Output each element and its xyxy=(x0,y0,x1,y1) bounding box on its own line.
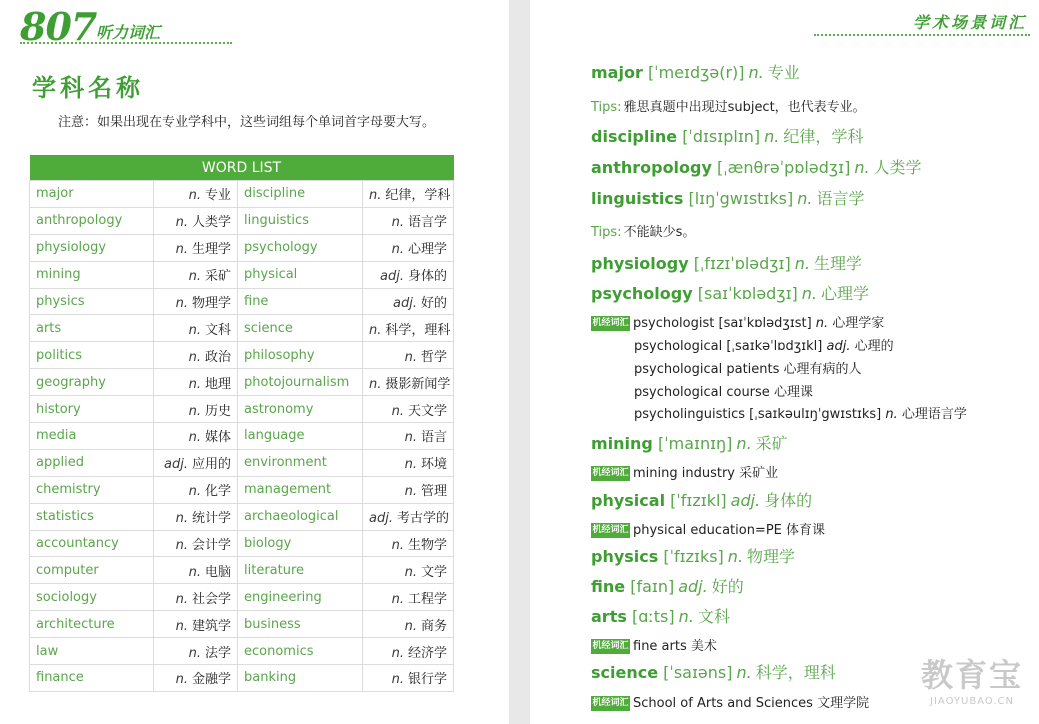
definition-cell xyxy=(363,207,454,234)
jijing-badge-icon: 机经词汇 xyxy=(591,466,630,481)
word-cell: finance xyxy=(30,665,154,692)
part-of-speech: n. xyxy=(188,322,201,338)
definition-cell xyxy=(154,665,238,692)
table-row xyxy=(30,369,454,396)
part-of-speech: n. xyxy=(175,296,188,311)
psychology-ext-4 xyxy=(634,406,967,423)
entry-pos: n. xyxy=(736,434,752,453)
word-cell: philosophy xyxy=(238,342,363,369)
table-row xyxy=(30,611,454,638)
ext-word: psychological xyxy=(634,339,723,354)
ext-pos: n. xyxy=(815,316,829,331)
part-of-speech: n. xyxy=(391,215,404,231)
word-cell: physiology xyxy=(30,234,154,261)
word-cell: environment xyxy=(238,449,363,476)
ext-pos: adj. xyxy=(826,339,851,354)
ext-ipa: [ˌsaɪkəˈlɒdʒɪkl] xyxy=(726,339,823,354)
part-of-speech: n. xyxy=(391,645,404,661)
arts-ext xyxy=(591,638,717,655)
word-cell: economics xyxy=(238,638,363,665)
entry-pos: n. xyxy=(727,547,744,566)
part-of-speech: n. xyxy=(391,538,404,554)
meaning: 物理学 xyxy=(191,296,231,311)
header-divider xyxy=(20,42,232,44)
table-row xyxy=(30,665,454,692)
entry-anthropology xyxy=(591,155,922,178)
part-of-speech: n. xyxy=(188,564,201,580)
entry-ipa: [ˈmaɪnɪŋ] xyxy=(657,434,733,453)
entry-major xyxy=(591,60,800,83)
ext-text: fine arts 美术 xyxy=(633,639,717,654)
part-of-speech: n. xyxy=(391,591,404,607)
part-of-speech: n. xyxy=(188,430,201,446)
section-title: 学科名称 xyxy=(32,74,144,102)
tips-label: Tips: xyxy=(591,100,622,115)
part-of-speech: n. xyxy=(188,403,201,419)
entry-pos: adj. xyxy=(730,491,761,510)
meaning: 生物学 xyxy=(407,538,447,554)
part-of-speech: adj. xyxy=(369,511,393,527)
definition-cell xyxy=(363,638,454,665)
ext-ipa: [saɪˈkɒlədʒɪst] xyxy=(718,316,812,331)
meaning: 好的 xyxy=(420,296,447,311)
word-cell: literature xyxy=(238,557,363,584)
word-cell: archaeological xyxy=(238,503,363,530)
part-of-speech: n. xyxy=(404,457,417,473)
entry-pos: n. xyxy=(748,63,764,82)
entry-ipa: [ˌænθrəˈpɒlədʒɪ] xyxy=(717,158,851,177)
part-of-speech: n. xyxy=(175,538,188,554)
meaning: 政治 xyxy=(204,349,231,365)
entry-word: physical xyxy=(591,491,666,510)
part-of-speech: n. xyxy=(175,672,188,688)
entry-discipline xyxy=(591,124,863,147)
part-of-speech: adj. xyxy=(393,296,417,311)
meaning: 人类学 xyxy=(191,215,231,231)
table-row xyxy=(30,288,454,315)
word-cell: physical xyxy=(238,261,363,288)
part-of-speech: n. xyxy=(175,215,188,231)
entry-ipa: [saɪˈkɒlədʒɪ] xyxy=(697,284,798,303)
meaning: 语言 xyxy=(420,430,447,446)
word-cell: physics xyxy=(30,288,154,315)
entry-word: physiology xyxy=(591,254,689,273)
definition-cell xyxy=(154,557,238,584)
entry-word: linguistics xyxy=(591,189,684,208)
definition-cell xyxy=(154,584,238,611)
definition-cell xyxy=(363,611,454,638)
meaning: 专业 xyxy=(204,188,231,204)
ext-ipa: [ˌsaɪkəulɪŋˈgwɪstɪks] xyxy=(749,407,882,422)
entry-word: psychology xyxy=(591,284,693,303)
definition-cell xyxy=(363,342,454,369)
definition-cell xyxy=(363,584,454,611)
ext-word: psycholinguistics xyxy=(634,407,746,422)
page-header-title: 学术场景词汇 xyxy=(912,13,1027,32)
entry-linguistics xyxy=(591,186,864,209)
part-of-speech: n. xyxy=(175,242,188,258)
definition-cell xyxy=(154,503,238,530)
definition-cell xyxy=(154,611,238,638)
tips-label: Tips: xyxy=(591,225,622,240)
meaning: 银行学 xyxy=(407,672,447,688)
jijing-badge-icon: 机经词汇 xyxy=(591,316,630,331)
word-cell: accountancy xyxy=(30,530,154,557)
word-list-title: WORD LIST xyxy=(30,155,454,181)
entry-ipa: [ˈfɪzɪks] xyxy=(663,547,724,566)
word-cell: banking xyxy=(238,665,363,692)
part-of-speech: n. xyxy=(369,188,382,204)
word-cell: discipline xyxy=(238,181,363,208)
word-cell: mining xyxy=(30,261,154,288)
tips-linguistics xyxy=(591,221,695,240)
psychology-ext-2 xyxy=(634,361,862,378)
table-row xyxy=(30,638,454,665)
entry-meaning: 采矿 xyxy=(755,434,788,453)
definition-cell xyxy=(154,315,238,342)
meaning: 金融学 xyxy=(191,672,231,688)
word-cell: history xyxy=(30,396,154,423)
header-divider xyxy=(814,34,1030,36)
meaning: 社会学 xyxy=(191,591,231,607)
entry-meaning: 语言学 xyxy=(816,189,865,208)
part-of-speech: n. xyxy=(188,376,201,392)
definition-cell xyxy=(154,288,238,315)
meaning: 身体的 xyxy=(407,269,447,285)
meaning: 采矿 xyxy=(204,269,231,285)
word-cell: fine xyxy=(238,288,363,315)
word-cell: geography xyxy=(30,369,154,396)
entry-ipa: [ˈfɪzɪkl] xyxy=(670,491,727,510)
tips-subject xyxy=(591,96,866,115)
entry-ipa: [lɪŋˈgwɪstɪks] xyxy=(688,189,794,208)
table-row xyxy=(30,423,454,450)
word-cell: major xyxy=(30,181,154,208)
meaning: 历史 xyxy=(204,403,231,419)
entry-ipa: [ˈmeɪdʒə(r)] xyxy=(647,63,745,82)
ext-meaning: 心理学家 xyxy=(832,316,885,331)
entry-meaning: 专业 xyxy=(767,63,800,82)
entry-meaning: 身体的 xyxy=(764,491,813,510)
meaning: 管理 xyxy=(420,484,447,500)
part-of-speech: n. xyxy=(391,403,404,419)
entry-word: anthropology xyxy=(591,158,712,177)
entry-pos: n. xyxy=(797,189,813,208)
jijing-badge-icon: 机经词汇 xyxy=(591,523,630,538)
table-row xyxy=(30,584,454,611)
tips-text: 不能缺少s。 xyxy=(623,225,696,240)
meaning: 纪律，学科 xyxy=(385,188,451,204)
definition-cell xyxy=(363,396,454,423)
meaning: 会计学 xyxy=(191,538,231,554)
table-row xyxy=(30,315,454,342)
left-page xyxy=(0,0,509,724)
meaning: 哲学 xyxy=(420,349,447,365)
part-of-speech: n. xyxy=(188,269,201,285)
part-of-speech: n. xyxy=(404,349,417,365)
meaning: 环境 xyxy=(420,457,447,473)
entry-meaning: 人类学 xyxy=(873,158,922,177)
part-of-speech: n. xyxy=(391,672,404,688)
word-cell: statistics xyxy=(30,503,154,530)
part-of-speech: n. xyxy=(391,242,404,258)
definition-cell xyxy=(154,449,238,476)
ext-meaning: 心理有病的人 xyxy=(783,362,862,377)
table-row xyxy=(30,181,454,208)
page-header-subtitle: 听力词汇 xyxy=(96,23,161,42)
word-cell: law xyxy=(30,638,154,665)
part-of-speech: n. xyxy=(175,591,188,607)
meaning: 文科 xyxy=(204,322,231,338)
word-cell: science xyxy=(238,315,363,342)
right-page xyxy=(530,0,1039,724)
definition-cell xyxy=(154,207,238,234)
entry-meaning: 生理学 xyxy=(813,254,862,273)
definition-cell xyxy=(154,342,238,369)
entry-meaning: 纪律，学科 xyxy=(783,127,864,146)
meaning: 统计学 xyxy=(191,511,231,527)
definition-cell xyxy=(154,396,238,423)
ext-text: physical education=PE 体育课 xyxy=(633,523,826,538)
entry-ipa: [ˌfɪzɪˈɒlədʒɪ] xyxy=(693,254,791,273)
meaning: 摄影新闻学 xyxy=(385,376,451,392)
definition-cell xyxy=(363,557,454,584)
meaning: 媒体 xyxy=(204,430,231,446)
part-of-speech: n. xyxy=(188,645,201,661)
meaning: 地理 xyxy=(204,376,231,392)
meaning: 建筑学 xyxy=(191,618,231,634)
ext-word: psychological patients xyxy=(634,362,780,377)
table-row xyxy=(30,476,454,503)
entry-meaning: 物理学 xyxy=(747,547,796,566)
entry-pos: n. xyxy=(678,607,694,626)
psychology-ext-1 xyxy=(634,338,894,355)
table-row xyxy=(30,396,454,423)
meaning: 工程学 xyxy=(407,591,447,607)
physical-ext xyxy=(591,522,825,539)
word-cell: chemistry xyxy=(30,476,154,503)
word-cell: architecture xyxy=(30,611,154,638)
entry-word: physics xyxy=(591,547,659,566)
watermark-site: JIAOYUBAO.CN xyxy=(930,696,1014,707)
table-row xyxy=(30,234,454,261)
entry-fine xyxy=(591,574,744,597)
part-of-speech: n. xyxy=(404,564,417,580)
meaning: 商务 xyxy=(420,618,447,634)
tips-text: 雅思真题中出现过subject，也代表专业。 xyxy=(623,100,866,115)
table-row xyxy=(30,503,454,530)
mining-ext xyxy=(591,465,778,482)
entry-meaning: 科学，理科 xyxy=(755,663,836,682)
part-of-speech: n. xyxy=(188,484,201,500)
meaning: 语言学 xyxy=(407,215,447,231)
entry-science xyxy=(591,660,836,683)
word-cell: language xyxy=(238,423,363,450)
entry-word: discipline xyxy=(591,127,678,146)
entry-word: arts xyxy=(591,607,627,626)
definition-cell xyxy=(363,369,454,396)
jijing-badge-icon: 机经词汇 xyxy=(591,696,630,711)
definition-cell xyxy=(154,530,238,557)
definition-cell xyxy=(154,234,238,261)
definition-cell xyxy=(363,665,454,692)
entry-physiology xyxy=(591,251,862,274)
psychology-ext-3 xyxy=(634,384,813,401)
word-cell: photojournalism xyxy=(238,369,363,396)
word-cell: management xyxy=(238,476,363,503)
ext-meaning: 心理语言学 xyxy=(901,407,967,422)
meaning: 应用的 xyxy=(191,457,231,473)
part-of-speech: n. xyxy=(188,188,201,204)
definition-cell xyxy=(154,423,238,450)
psychology-ext-0 xyxy=(591,315,884,332)
ext-pos: n. xyxy=(885,407,898,422)
definition-cell xyxy=(363,288,454,315)
word-cell: applied xyxy=(30,449,154,476)
ext-text: mining industry 采矿业 xyxy=(633,466,779,481)
jijing-badge-icon: 机经词汇 xyxy=(591,639,630,654)
part-of-speech: adj. xyxy=(164,457,188,473)
entry-ipa: [faɪn] xyxy=(630,577,675,596)
entry-pos: n. xyxy=(854,158,870,177)
part-of-speech: n. xyxy=(175,511,188,527)
definition-cell xyxy=(154,181,238,208)
entry-physics xyxy=(591,544,795,567)
note-text: 注意：如果出现在专业学科中，这些词组每个单词首字母要大写。 xyxy=(58,115,436,130)
entry-pos: n. xyxy=(801,284,817,303)
entry-meaning: 好的 xyxy=(711,577,744,596)
definition-cell xyxy=(154,261,238,288)
entry-word: fine xyxy=(591,577,626,596)
meaning: 法学 xyxy=(204,645,231,661)
part-of-speech: adj. xyxy=(380,269,404,285)
table-row xyxy=(30,207,454,234)
entry-pos: n. xyxy=(764,127,780,146)
definition-cell xyxy=(363,530,454,557)
word-cell: computer xyxy=(30,557,154,584)
part-of-speech: n. xyxy=(369,376,382,392)
word-cell: anthropology xyxy=(30,207,154,234)
definition-cell xyxy=(363,315,454,342)
meaning: 心理学 xyxy=(407,242,447,258)
science-ext xyxy=(591,695,869,712)
definition-cell xyxy=(363,423,454,450)
table-row xyxy=(30,449,454,476)
definition-cell xyxy=(363,261,454,288)
page-header-number: 807 xyxy=(20,4,97,49)
word-cell: engineering xyxy=(238,584,363,611)
entry-ipa: [ɑːts] xyxy=(631,607,675,626)
table-row xyxy=(30,530,454,557)
entry-pos: adj. xyxy=(678,577,708,596)
entry-physical xyxy=(591,488,812,511)
word-cell: biology xyxy=(238,530,363,557)
part-of-speech: n. xyxy=(188,349,201,365)
part-of-speech: n. xyxy=(404,618,417,634)
ext-meaning: 心理的 xyxy=(854,339,894,354)
ext-word: psychologist xyxy=(633,316,715,331)
entry-pos: n. xyxy=(794,254,810,273)
meaning: 文学 xyxy=(420,564,447,580)
entry-word: major xyxy=(591,63,643,82)
word-cell: psychology xyxy=(238,234,363,261)
part-of-speech: n. xyxy=(175,618,188,634)
part-of-speech: n. xyxy=(404,484,417,500)
word-cell: politics xyxy=(30,342,154,369)
meaning: 科学，理科 xyxy=(385,322,451,338)
entry-psychology xyxy=(591,281,869,304)
definition-cell xyxy=(363,234,454,261)
word-cell: business xyxy=(238,611,363,638)
meaning: 生理学 xyxy=(191,242,231,258)
watermark-logo xyxy=(921,650,1023,707)
meaning: 天文学 xyxy=(407,403,447,419)
word-cell: sociology xyxy=(30,584,154,611)
definition-cell xyxy=(154,369,238,396)
table-row xyxy=(30,342,454,369)
table-row xyxy=(30,261,454,288)
watermark-logo-text: 教育宝 xyxy=(920,656,1023,694)
word-cell: arts xyxy=(30,315,154,342)
meaning: 化学 xyxy=(204,484,231,500)
definition-cell xyxy=(363,449,454,476)
meaning: 经济学 xyxy=(407,645,447,661)
definition-cell xyxy=(154,476,238,503)
ext-word: psychological course xyxy=(634,385,770,400)
definition-cell xyxy=(363,181,454,208)
entry-ipa: [ˈsaɪəns] xyxy=(663,663,733,682)
meaning: 考古学的 xyxy=(396,511,449,527)
entry-pos: n. xyxy=(736,663,752,682)
entry-word: science xyxy=(591,663,659,682)
entry-meaning: 文科 xyxy=(697,607,730,626)
entry-ipa: [ˈdɪsɪplɪn] xyxy=(682,127,761,146)
definition-cell xyxy=(363,503,454,530)
word-list-table xyxy=(29,155,454,692)
word-cell: linguistics xyxy=(238,207,363,234)
word-cell: astronomy xyxy=(238,396,363,423)
entry-word: mining xyxy=(591,434,653,453)
entry-meaning: 心理学 xyxy=(821,284,870,303)
ext-meaning: 心理课 xyxy=(773,385,813,400)
entry-mining xyxy=(591,431,788,454)
part-of-speech: n. xyxy=(404,430,417,446)
word-cell: media xyxy=(30,423,154,450)
ext-text: School of Arts and Sciences 文理学院 xyxy=(633,696,870,711)
definition-cell xyxy=(154,638,238,665)
meaning: 电脑 xyxy=(204,564,231,580)
entry-arts xyxy=(591,604,730,627)
table-row xyxy=(30,557,454,584)
part-of-speech: n. xyxy=(369,322,382,338)
definition-cell xyxy=(363,476,454,503)
